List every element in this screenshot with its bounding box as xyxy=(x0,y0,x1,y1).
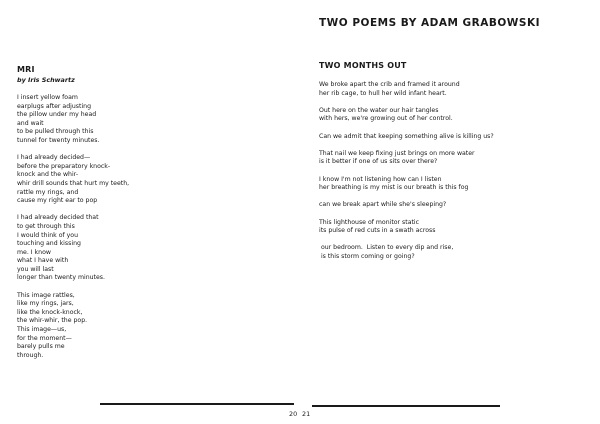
poem-line: I had already decided— xyxy=(17,154,91,162)
poem-line: is this storm coming or going? xyxy=(319,252,415,260)
stanza-break xyxy=(319,210,494,219)
poem-line: Out here on the water our hair tangles xyxy=(319,106,439,114)
poem-line: I insert yellow foam xyxy=(17,94,78,101)
stanza-break xyxy=(17,146,129,155)
poem-line: rattle my rings, and xyxy=(17,188,79,196)
poem-line: and wait xyxy=(17,119,44,127)
stanza-break xyxy=(319,124,494,133)
section-title: TWO POEMS BY ADAM GRABOWSKI xyxy=(319,17,540,29)
poem-line: can we break apart while she's sleeping? xyxy=(319,201,447,209)
poem-line: the whir-whir, the pop. xyxy=(17,317,88,325)
poem-line: the pillow under my head xyxy=(17,111,97,119)
stanza-break xyxy=(319,141,494,150)
poem-title: TWO MONTHS OUT xyxy=(319,61,407,70)
stanza-break xyxy=(17,206,129,215)
poem-line: That nail we keep fixing just brings on more water xyxy=(319,149,475,157)
poem-line: whir drill sounds that hurt my teeth, xyxy=(17,179,130,187)
poem-title: MRI xyxy=(17,65,35,74)
poem-line: before the preparatory knock- xyxy=(17,162,111,170)
poem-line: I know I'm not listening how can I listen xyxy=(319,175,442,183)
poem-line: her rib cage, to hull her wild infant heart. xyxy=(319,89,447,97)
poem-line: earplugs after adjusting xyxy=(17,102,92,110)
poem-line: This image—us, xyxy=(17,326,67,334)
poem-line: me. I know xyxy=(17,248,51,256)
poem-line: with hers, we're growing out of her control. xyxy=(319,115,453,123)
poem-line: I had already decided that xyxy=(17,214,99,222)
poem-line: her breathing is my mist is our breath is this fog xyxy=(319,184,469,192)
poem-line: touching and kissing xyxy=(17,240,81,248)
poem-line: barely pulls me xyxy=(17,343,65,351)
poem-line: our bedroom. Listen to every dip and rise, xyxy=(319,244,454,252)
poem-line: to get through this xyxy=(17,222,75,230)
stanza-break xyxy=(319,167,494,176)
poem-body xyxy=(17,94,129,360)
poem-line: to be pulled through this xyxy=(17,128,94,136)
poem-line: like the knock-knock, xyxy=(17,308,83,316)
stanza-break xyxy=(319,98,494,107)
footer-rule xyxy=(312,405,500,407)
poem-body xyxy=(319,81,494,261)
poem-line: I would think of you xyxy=(17,231,79,239)
poem-line: Can we admit that keeping something alive is killing us? xyxy=(319,132,494,140)
poem-line: cause my right ear to pop xyxy=(17,197,98,205)
poem-line: longer than twenty minutes. xyxy=(17,274,105,282)
poem-line: tunnel for twenty minutes. xyxy=(17,136,100,144)
poem-line: We broke apart the crib and framed it around xyxy=(319,81,460,88)
stanza-break xyxy=(319,193,494,202)
poem-author: by Iris Schwartz xyxy=(17,76,75,84)
page-number: 21 xyxy=(302,410,311,418)
poem-line: through. xyxy=(17,351,44,359)
poem-line: is it better if one of us sits over there? xyxy=(319,158,438,166)
poem-line: knock and the whir- xyxy=(17,171,79,179)
page-number: 20 xyxy=(289,410,298,418)
poem-line: like my rings, jars, xyxy=(17,300,74,308)
poem-line: its pulse of red cuts in a swath across xyxy=(319,227,436,235)
stanza-break xyxy=(319,236,494,245)
poem-line: what I have with xyxy=(17,257,69,265)
footer-rule xyxy=(100,403,294,405)
poem-line: for the moment— xyxy=(17,334,72,342)
poem-line: you will last xyxy=(17,265,54,273)
poem-line: This lighthouse of monitor static xyxy=(319,218,420,226)
poem-line: This image rattles, xyxy=(17,291,75,299)
stanza-break xyxy=(17,283,129,292)
right-page xyxy=(300,0,600,424)
